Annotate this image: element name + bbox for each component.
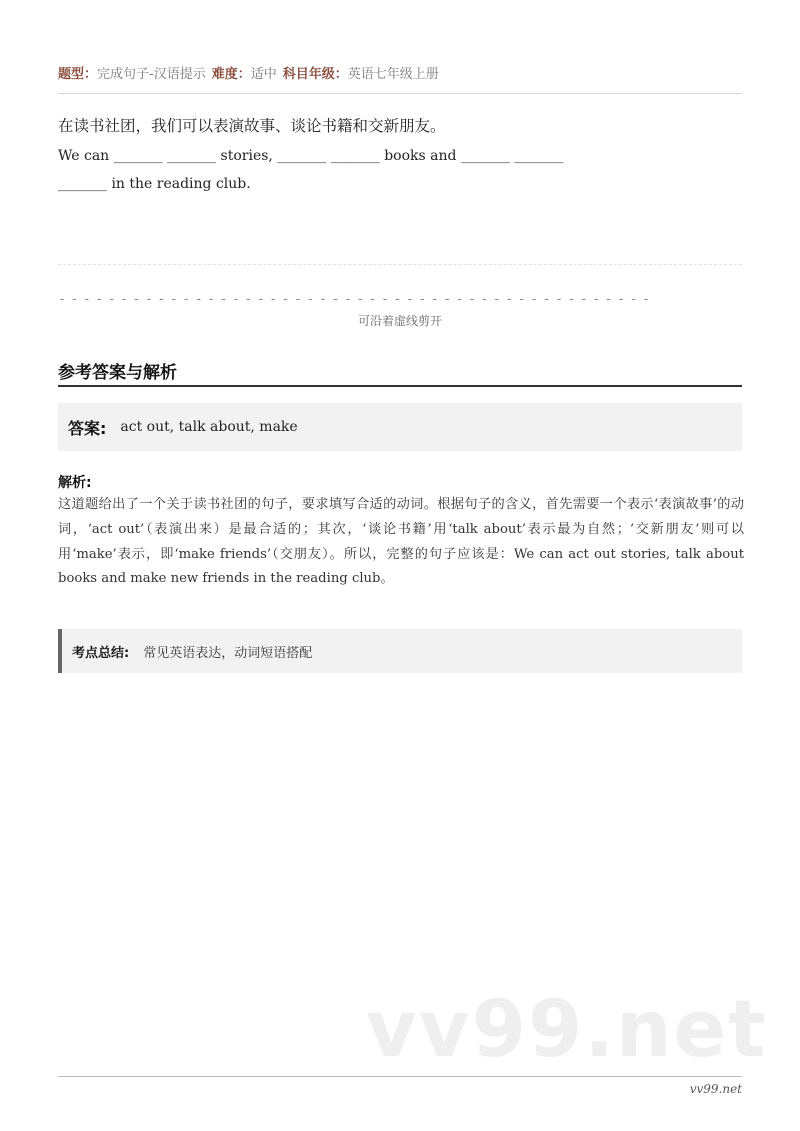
section-title: 参考答案与解析 <box>58 363 177 383</box>
answer-label: 答案: <box>68 418 107 438</box>
type-label: 题型： <box>58 67 98 82</box>
watermark: vv99.net <box>366 985 768 1075</box>
faint-dashed-line <box>58 264 742 265</box>
difficulty-value: 适中 <box>250 67 277 82</box>
analysis-text: 这道题给出了一个关于读书社团的句子，要求填写合适的动词。根据句子的含义，首先需要一个表示‘表演故事’的动词，‘act out’（表演出来）是最合适的；其次，‘谈论书籍’用‘talk about’表示最为自然；‘交新朋友’则可以用‘make’表示，即‘make friends’（交朋友）。所以，完整的句子应该是：We can act out stories, talk about books and make new friends in the reading club。 <box>58 497 744 587</box>
cut-hint: 可沿着虚线剪开 <box>357 314 442 328</box>
question-english-line-2: _______ in the reading club. <box>58 176 251 192</box>
footer-divider <box>58 1076 742 1077</box>
question-meta <box>58 63 742 82</box>
key-point-value: 常见英语表达，动词短语搭配 <box>143 645 313 661</box>
type-value: 完成句子-汉语提示 <box>97 67 206 82</box>
grade-value: 英语七年级上册 <box>347 67 439 82</box>
section-divider <box>58 385 742 387</box>
footer-site: vv99.net <box>689 1082 742 1096</box>
top-divider <box>58 93 742 94</box>
question-chinese: 在读书社团，我们可以表演故事、谈论书籍和交新朋友。 <box>58 117 446 135</box>
grade-label: 科目年级： <box>282 67 348 82</box>
cut-dashed-line: ------------------------------------------------ <box>58 292 655 307</box>
key-point-box <box>58 629 742 673</box>
question-english-line-1: We can _______ _______ stories, _______ _______ books and _______ _______ <box>58 148 564 164</box>
question-english <box>58 142 748 198</box>
difficulty-label: 难度： <box>211 67 251 82</box>
key-point-label: 考点总结: <box>72 645 130 661</box>
answer-value: act out, talk about, make <box>120 419 298 435</box>
answer-box <box>58 403 742 451</box>
analysis-label: 解析: <box>58 475 92 491</box>
